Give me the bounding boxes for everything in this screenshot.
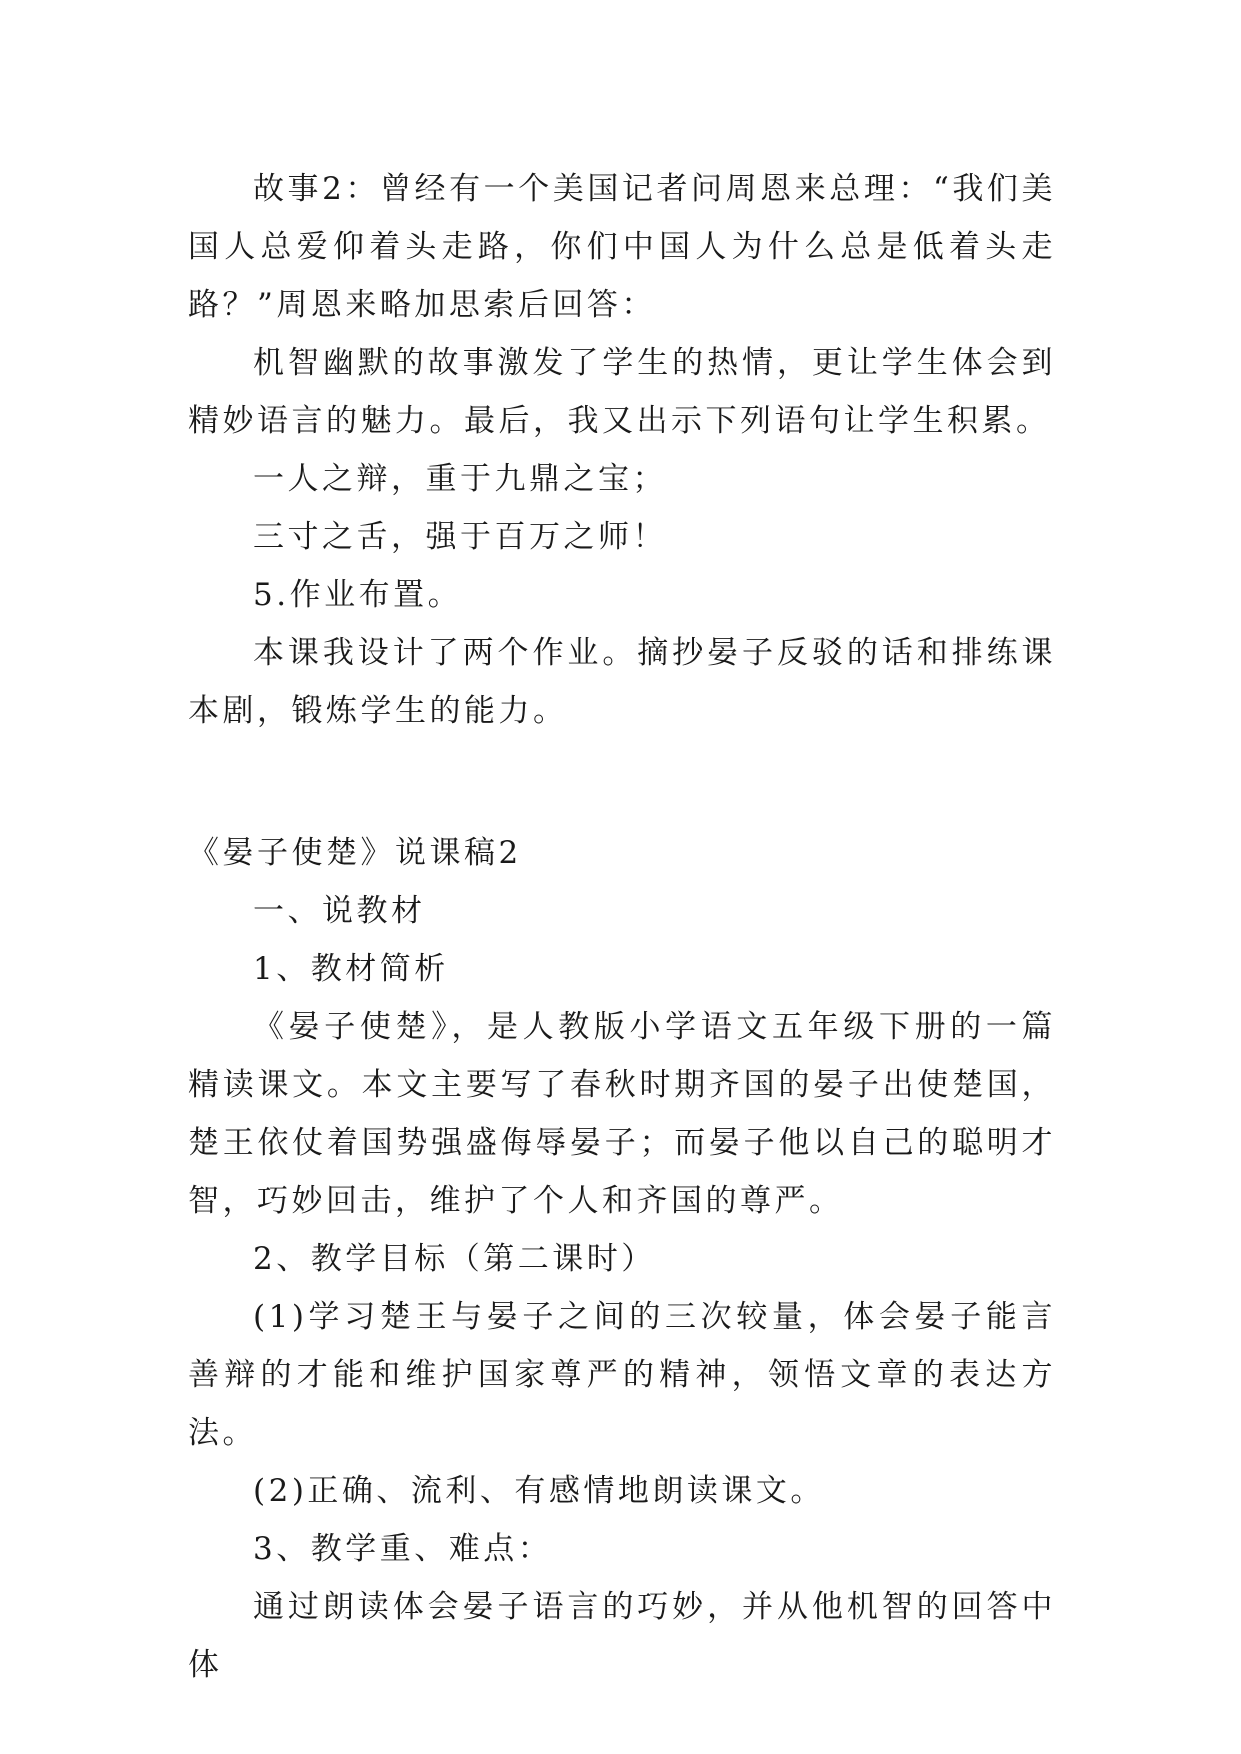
heading-textbook: 一、说教材: [253, 893, 426, 929]
heading-textbook-analysis: 1、教材简析: [253, 951, 449, 987]
paragraph-goal-1: (1)学习楚王与晏子之间的三次较量，体会晏子能言善辩的才能和维护国家尊严的精神，领悟文章的表达方法。: [188, 1299, 1056, 1451]
heading-teaching-goals: 2、教学目标（第二课时）: [253, 1241, 656, 1277]
paragraph-story-summary: 机智幽默的故事激发了学生的热情，更让学生体会到精妙语言的魅力。最后，我又出示下列语句让学生积累。: [188, 345, 1056, 439]
document-body: [188, 160, 1056, 1694]
section-spacer: [188, 740, 1056, 824]
paragraph-quote-line-2: 三寸之舌，强于百万之师！: [253, 519, 667, 555]
paragraph-textbook-analysis: 《晏子使楚》，是人教版小学语文五年级下册的一篇精读课文。本文主要写了春秋时期齐国的晏子出使楚国，楚王依仗着国势强盛侮辱晏子；而晏子他以自己的聪明才智，巧妙回击，维护了个人和齐国的尊严。: [188, 1009, 1056, 1219]
paragraph-story-2: 故事2：曾经有一个美国记者问周恩来总理：“我们美国人总爱仰着头走路，你们中国人为什么总是低着头走路？”周恩来略加思索后回答：: [188, 171, 1056, 323]
paragraph-quote-line-1: 一人之辩，重于九鼎之宝；: [253, 461, 667, 497]
paragraph-homework-heading: 5.作业布置。: [253, 577, 463, 613]
paragraph-goal-2: (2)正确、流利、有感情地朗读课文。: [253, 1473, 825, 1509]
section-title: 《晏子使楚》说课稿2: [188, 835, 522, 871]
heading-key-difficulties: 3、教学重、难点：: [253, 1531, 553, 1567]
paragraph-homework-description: 本课我设计了两个作业。摘抄晏子反驳的话和排练课本剧，锻炼学生的能力。: [188, 635, 1056, 729]
paragraph-key-difficulties: 通过朗读体会晏子语言的巧妙，并从他机智的回答中体: [188, 1589, 1056, 1683]
